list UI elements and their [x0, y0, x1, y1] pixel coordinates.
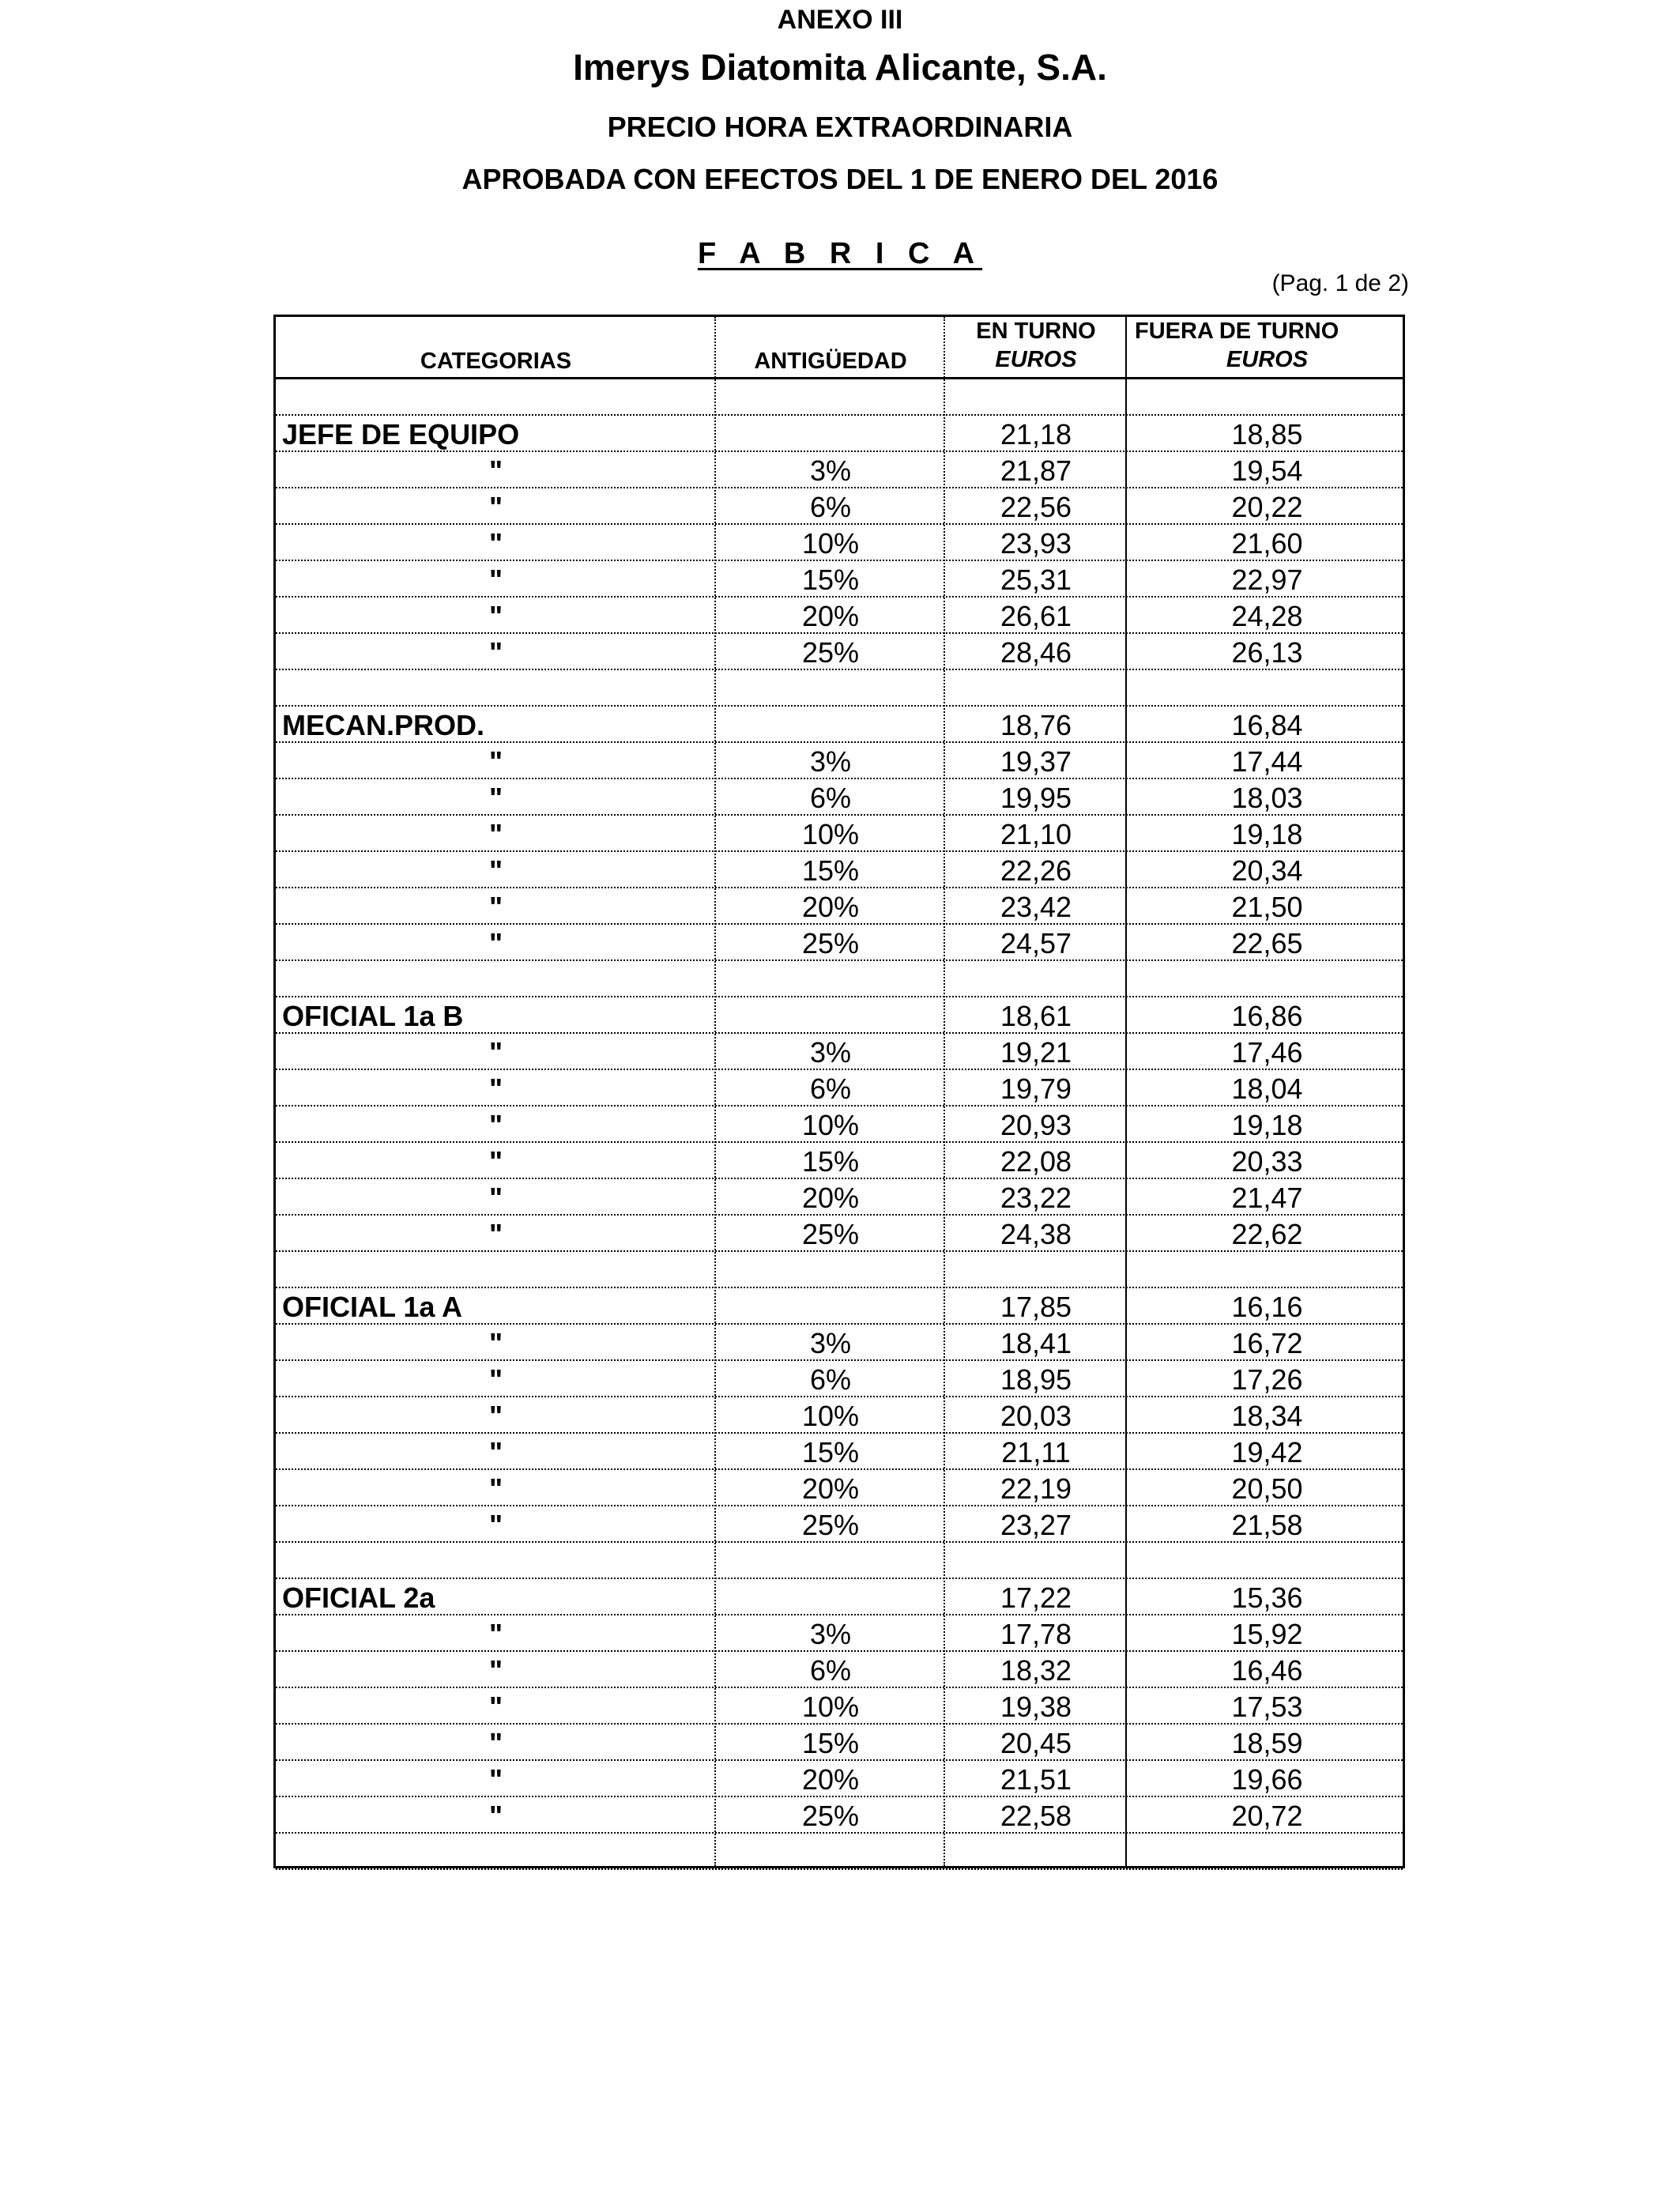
en-turno-cell: 17,85	[1000, 1291, 1072, 1323]
en-turno-cell: 23,93	[1000, 527, 1072, 560]
seniority-cell: 6%	[809, 1654, 852, 1687]
table-row	[276, 598, 1403, 634]
seniority-cell: 15%	[801, 564, 860, 596]
table-row	[276, 1797, 1403, 1834]
header-fuera-turno-unit: EUROS	[1226, 347, 1309, 372]
page-number: (Pag. 1 de 2)	[1271, 270, 1409, 296]
ditto-mark: "	[488, 1436, 503, 1468]
fuera-turno-cell: 18,03	[1231, 782, 1303, 814]
fuera-turno-cell: 15,92	[1231, 1618, 1303, 1650]
ditto-mark: "	[488, 600, 503, 632]
seniority-cell: 15%	[801, 1727, 860, 1759]
ditto-mark: "	[488, 1654, 503, 1687]
seniority-cell: 20%	[801, 600, 860, 632]
fuera-turno-cell: 19,54	[1231, 454, 1303, 487]
fuera-turno-cell: 18,04	[1231, 1072, 1303, 1105]
fuera-turno-cell: 16,72	[1231, 1327, 1303, 1359]
ditto-mark: "	[488, 745, 503, 778]
en-turno-cell: 21,10	[1000, 818, 1072, 850]
en-turno-cell: 24,57	[1000, 927, 1072, 959]
ditto-mark: "	[488, 1727, 503, 1759]
category-name: OFICIAL 1a A	[282, 1291, 463, 1323]
ditto-mark: "	[488, 1109, 503, 1141]
seniority-cell: 6%	[809, 782, 852, 814]
en-turno-cell: 22,26	[1000, 854, 1072, 887]
ditto-mark: "	[488, 1763, 503, 1796]
en-turno-cell: 18,61	[1000, 1000, 1072, 1032]
fuera-turno-cell: 20,50	[1231, 1472, 1303, 1505]
header-en-turno-unit: EUROS	[995, 347, 1077, 372]
fuera-turno-cell: 18,59	[1231, 1727, 1303, 1759]
fuera-turno-cell: 21,60	[1231, 527, 1303, 560]
fuera-turno-cell: 16,16	[1231, 1291, 1303, 1323]
fuera-turno-cell: 19,42	[1231, 1436, 1303, 1468]
ditto-mark: "	[488, 1691, 503, 1723]
fuera-turno-cell: 24,28	[1231, 600, 1303, 632]
table-row	[276, 1034, 1403, 1070]
table-row	[276, 452, 1403, 488]
en-turno-cell: 18,76	[1000, 709, 1072, 741]
seniority-cell: 25%	[801, 1800, 860, 1832]
seniority-cell: 6%	[809, 1363, 852, 1396]
ditto-mark: "	[488, 1145, 503, 1178]
category-name: OFICIAL 2a	[282, 1581, 435, 1614]
fuera-turno-cell: 22,62	[1231, 1218, 1303, 1250]
ditto-mark: "	[488, 1218, 503, 1250]
en-turno-cell: 18,41	[1000, 1327, 1072, 1359]
en-turno-cell: 19,21	[1000, 1036, 1072, 1069]
table-row	[276, 1070, 1403, 1106]
ditto-mark: "	[488, 1182, 503, 1214]
en-turno-cell: 25,31	[1000, 564, 1072, 596]
category-name: OFICIAL 1a B	[282, 1000, 464, 1032]
fuera-turno-cell: 18,85	[1231, 418, 1303, 450]
seniority-cell: 10%	[801, 1109, 860, 1141]
annex-label: ANEXO III	[777, 5, 903, 35]
en-turno-cell: 23,22	[1000, 1182, 1072, 1214]
table-row	[276, 1288, 1403, 1325]
en-turno-cell: 26,61	[1000, 600, 1072, 632]
en-turno-cell: 21,18	[1000, 418, 1072, 450]
fuera-turno-cell: 19,66	[1231, 1763, 1303, 1796]
fuera-turno-cell: 21,50	[1231, 891, 1303, 923]
table-row	[276, 852, 1403, 888]
en-turno-cell: 18,95	[1000, 1363, 1072, 1396]
document-subtitle: PRECIO HORA EXTRAORDINARIA	[607, 111, 1073, 143]
en-turno-cell: 22,58	[1000, 1800, 1072, 1832]
seniority-cell: 25%	[801, 1509, 860, 1541]
en-turno-cell: 20,93	[1000, 1109, 1072, 1141]
seniority-cell: 3%	[809, 454, 852, 487]
seniority-cell: 3%	[809, 1327, 852, 1359]
seniority-cell: 25%	[801, 927, 860, 959]
en-turno-cell: 19,38	[1000, 1691, 1072, 1723]
ditto-mark: "	[488, 1363, 503, 1396]
fuera-turno-cell: 17,46	[1231, 1036, 1303, 1069]
ditto-mark: "	[488, 1327, 503, 1359]
table-body	[276, 379, 1403, 1870]
table-row	[276, 561, 1403, 598]
table-row	[276, 1761, 1403, 1797]
seniority-cell: 10%	[801, 527, 860, 560]
seniority-cell: 3%	[809, 1618, 852, 1650]
fuera-turno-cell: 21,47	[1231, 1182, 1303, 1214]
ditto-mark: "	[488, 527, 503, 560]
fuera-turno-cell: 20,33	[1231, 1145, 1303, 1178]
table-row	[276, 1506, 1403, 1543]
ditto-mark: "	[488, 927, 503, 959]
header-en-turno: EN TURNO	[976, 319, 1096, 344]
en-turno-cell: 21,11	[1001, 1436, 1071, 1468]
en-turno-cell: 20,45	[1000, 1727, 1072, 1759]
ditto-mark: "	[488, 1072, 503, 1105]
table-row	[276, 707, 1403, 743]
fuera-turno-cell: 17,44	[1231, 745, 1303, 778]
table-row	[276, 1434, 1403, 1470]
seniority-cell: 10%	[801, 1691, 860, 1723]
seniority-cell: 20%	[801, 1182, 860, 1214]
seniority-cell: 25%	[801, 636, 860, 669]
ditto-mark: "	[488, 1509, 503, 1541]
table-row	[276, 1361, 1403, 1397]
fuera-turno-cell: 20,72	[1231, 1800, 1303, 1832]
ditto-mark: "	[488, 564, 503, 596]
ditto-mark: "	[488, 782, 503, 814]
seniority-cell: 15%	[801, 854, 860, 887]
fuera-turno-cell: 18,34	[1231, 1400, 1303, 1432]
ditto-mark: "	[488, 854, 503, 887]
spacer-row	[276, 670, 1403, 707]
ditto-mark: "	[488, 636, 503, 669]
fuera-turno-cell: 19,18	[1231, 1109, 1303, 1141]
fuera-turno-cell: 19,18	[1231, 818, 1303, 850]
table-row	[276, 743, 1403, 779]
en-turno-cell: 19,95	[1000, 782, 1072, 814]
table-row	[276, 925, 1403, 961]
table-row	[276, 888, 1403, 925]
seniority-cell: 20%	[801, 1763, 860, 1796]
en-turno-cell: 22,56	[1000, 491, 1072, 523]
company-name: Imerys Diatomita Alicante, S.A.	[573, 47, 1107, 88]
en-turno-cell: 18,32	[1000, 1654, 1072, 1687]
category-name: MECAN.PROD.	[282, 709, 485, 741]
fuera-turno-cell: 16,86	[1231, 1000, 1303, 1032]
fuera-turno-cell: 26,13	[1231, 636, 1303, 669]
seniority-cell: 15%	[801, 1145, 860, 1178]
seniority-cell: 3%	[809, 745, 852, 778]
en-turno-cell: 28,46	[1000, 636, 1072, 669]
table-row	[276, 1652, 1403, 1688]
table-row	[276, 488, 1403, 525]
fuera-turno-cell: 17,53	[1231, 1691, 1303, 1723]
fuera-turno-cell: 17,26	[1231, 1363, 1303, 1396]
spacer-row	[276, 379, 1403, 416]
seniority-cell: 6%	[809, 491, 852, 523]
fuera-turno-cell: 21,58	[1231, 1509, 1303, 1541]
en-turno-cell: 21,87	[1000, 454, 1072, 487]
ditto-mark: "	[488, 1472, 503, 1505]
en-turno-cell: 23,42	[1000, 891, 1072, 923]
fuera-turno-cell: 15,36	[1231, 1581, 1303, 1614]
ditto-mark: "	[488, 818, 503, 850]
overtime-rates-table	[273, 315, 1405, 1868]
table-row	[276, 779, 1403, 816]
table-row	[276, 634, 1403, 670]
table-row	[276, 816, 1403, 852]
en-turno-cell: 17,22	[1000, 1581, 1072, 1614]
ditto-mark: "	[488, 1400, 503, 1432]
spacer-row	[276, 1543, 1403, 1579]
en-turno-cell: 23,27	[1000, 1509, 1072, 1541]
table-row	[276, 1615, 1403, 1652]
en-turno-cell: 19,37	[1000, 745, 1072, 778]
seniority-cell: 20%	[801, 1472, 860, 1505]
ditto-mark: "	[488, 1036, 503, 1069]
seniority-cell: 15%	[801, 1436, 860, 1468]
table-row	[276, 1143, 1403, 1179]
seniority-cell: 10%	[801, 818, 860, 850]
en-turno-cell: 24,38	[1000, 1218, 1072, 1250]
en-turno-cell: 19,79	[1000, 1072, 1072, 1105]
en-turno-cell: 20,03	[1000, 1400, 1072, 1432]
table-row	[276, 1725, 1403, 1761]
table-row	[276, 1216, 1403, 1252]
table-row	[276, 1579, 1403, 1615]
section-title: F A B R I C A	[697, 237, 983, 270]
ditto-mark: "	[488, 454, 503, 487]
fuera-turno-cell: 20,22	[1231, 491, 1303, 523]
en-turno-cell: 17,78	[1000, 1618, 1072, 1650]
ditto-mark: "	[488, 1800, 503, 1832]
en-turno-cell: 21,51	[1000, 1763, 1072, 1796]
seniority-cell: 20%	[801, 891, 860, 923]
fuera-turno-cell: 20,34	[1231, 854, 1303, 887]
ditto-mark: "	[488, 1618, 503, 1650]
seniority-cell: 6%	[809, 1072, 852, 1105]
spacer-row	[276, 961, 1403, 997]
ditto-mark: "	[488, 491, 503, 523]
category-name: JEFE DE EQUIPO	[282, 418, 520, 450]
table-header	[276, 317, 1403, 379]
approval-date: APROBADA CON EFECTOS DEL 1 DE ENERO DEL 2016	[461, 163, 1219, 195]
seniority-cell: 3%	[809, 1036, 852, 1069]
table-row	[276, 1470, 1403, 1506]
table-row	[276, 997, 1403, 1034]
header-antiguedad: ANTIGÜEDAD	[754, 349, 907, 374]
ditto-mark: "	[488, 891, 503, 923]
fuera-turno-cell: 16,84	[1231, 709, 1303, 741]
table-row	[276, 1688, 1403, 1725]
fuera-turno-cell: 16,46	[1231, 1654, 1303, 1687]
seniority-cell: 10%	[801, 1400, 860, 1432]
table-row	[276, 416, 1403, 452]
en-turno-cell: 22,08	[1000, 1145, 1072, 1178]
fuera-turno-cell: 22,97	[1231, 564, 1303, 596]
header-fuera-turno: FUERA DE TURNO	[1135, 319, 1339, 344]
table-row	[276, 1106, 1403, 1143]
table-row	[276, 1325, 1403, 1361]
en-turno-cell: 22,19	[1000, 1472, 1072, 1505]
fuera-turno-cell: 22,65	[1231, 927, 1303, 959]
spacer-row	[276, 1252, 1403, 1288]
spacer-row	[276, 1834, 1403, 1870]
table-row	[276, 1397, 1403, 1434]
table-row	[276, 525, 1403, 561]
header-categorias: CATEGORIAS	[420, 349, 572, 374]
table-row	[276, 1179, 1403, 1216]
seniority-cell: 25%	[801, 1218, 860, 1250]
